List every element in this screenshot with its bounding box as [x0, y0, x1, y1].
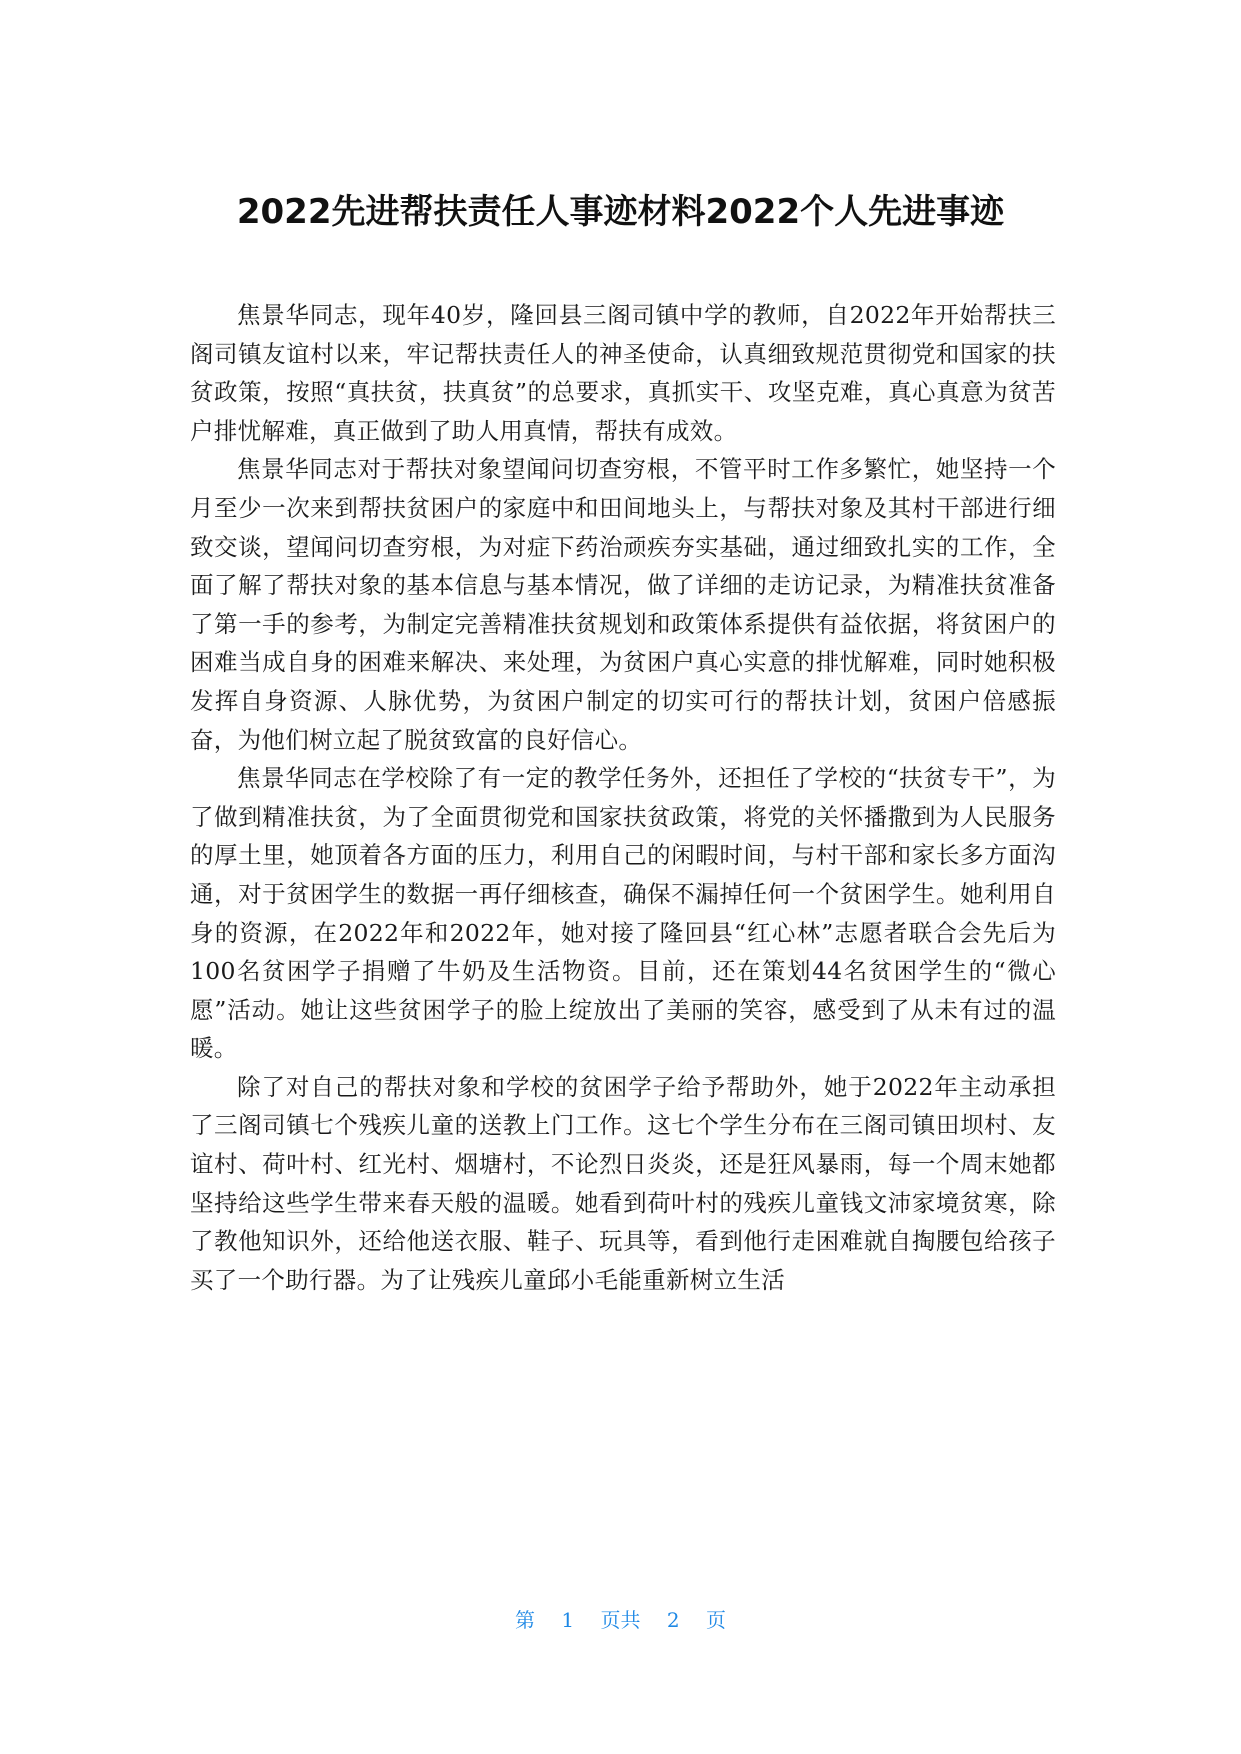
footer-page-mid: 页共	[600, 1608, 641, 1632]
page-footer	[0, 1606, 1241, 1634]
paragraph-2: 焦景华同志对于帮扶对象望闻问切查穷根，不管平时工作多繁忙，她坚持一个月至少一次来到帮扶贫困户的家庭中和田间地头上，与帮扶对象及其村干部进行细致交谈，望闻问切查穷根，为对症下药治顽疾夯实基础，通过细致扎实的工作，全面了解了帮扶对象的基本信息与基本情况，做了详细的走访记录，为精准扶贫准备了第一手的参考，为制定完善精准扶贫规划和政策体系提供有益依据，将贫困户的困难当成自身的困难来解决、来处理，为贫困户真心实意的排忧解难，同时她积极发挥自身资源、人脉优势，为贫困户制定的切实可行的帮扶计划，贫困户倍感振奋，为他们树立起了脱贫致富的良好信心。	[190, 455, 1056, 754]
footer-current-page: 1	[561, 1608, 575, 1632]
footer-page-suffix: 页	[705, 1608, 726, 1632]
document-title: 2022先进帮扶责任人事迹材料2022个人先进事迹	[236, 192, 1005, 232]
paragraph-3: 焦景华同志在学校除了有一定的教学任务外，还担任了学校的“扶贫专干”，为了做到精准扶贫，为了全面贯彻党和国家扶贫政策，将党的关怀播撒到为人民服务的厚土里，她顶着各方面的压力，利用自己的闲暇时间，与村干部和家长多方面沟通，对于贫困学生的数据一再仔细核查，确保不漏掉任何一个贫困学生。她利用自身的资源，在2022年和2022年，她对接了隆回县“红心林”志愿者联合会先后为100名贫困学子捐赠了牛奶及生活物资。目前，还在策划44名贫困学生的“微心愿”活动。她让这些贫困学子的脸上绽放出了美丽的笑容，感受到了从未有过的温暖。	[190, 764, 1056, 1063]
paragraph-4: 除了对自己的帮扶对象和学校的贫困学子给予帮助外，她于2022年主动承担了三阁司镇七个残疾儿童的送教上门工作。这七个学生分布在三阁司镇田坝村、友谊村、荷叶村、红光村、烟塘村，不论烈日炎炎，还是狂风暴雨，每一个周末她都坚持给这些学生带来春天般的温暖。她看到荷叶村的残疾儿童钱文沛家境贫寒，除了教他知识外，还给他送衣服、鞋子、玩具等，看到他行走困难就自掏腰包给孩子买了一个助行器。为了让残疾儿童邱小毛能重新树立生活	[190, 1072, 1056, 1294]
paragraph-1: 焦景华同志，现年40岁，隆回县三阁司镇中学的教师，自2022年开始帮扶三阁司镇友谊村以来，牢记帮扶责任人的神圣使命，认真细致规范贯彻党和国家的扶贫政策，按照“真扶贫，扶真贫”的总要求，真抓实干、攻坚克难，真心真意为贫苦户排忧解难，真正做到了助人用真情，帮扶有成效。	[190, 301, 1056, 445]
footer-page-prefix: 第	[515, 1608, 536, 1632]
document-body	[190, 296, 1056, 1299]
footer-total-pages: 2	[666, 1608, 680, 1632]
